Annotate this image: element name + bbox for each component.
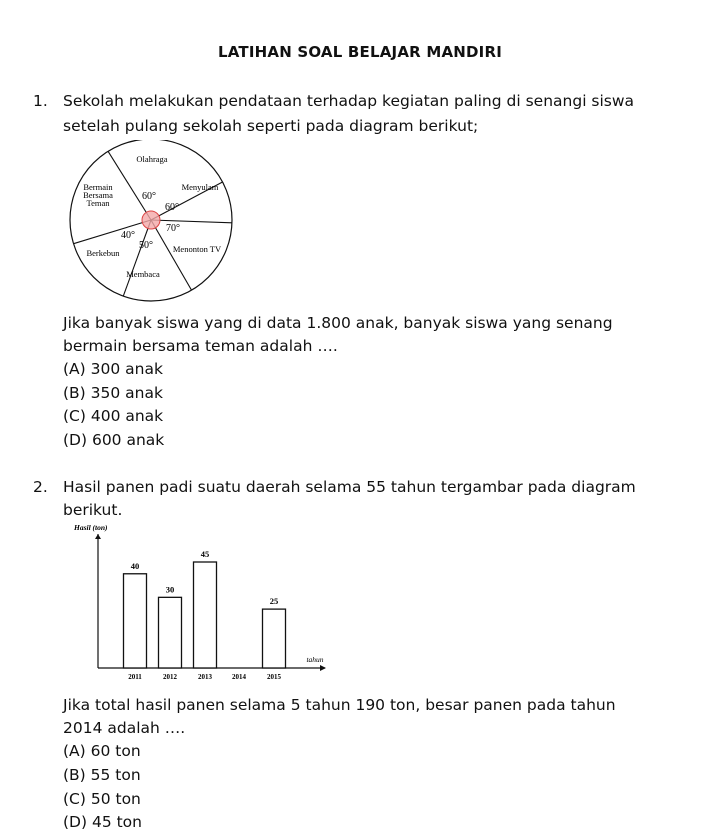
q2-question-line-2: 2014 adalah …. — [63, 719, 186, 737]
q2-number: 2. — [33, 478, 48, 496]
bar-chart — [70, 522, 350, 682]
pie-angle-label: 40° — [121, 230, 135, 241]
bar-value-label: 45 — [200, 549, 210, 559]
q1-option-d[interactable]: (D) 600 anak — [63, 431, 165, 449]
pie-slice-label: Teman — [86, 198, 110, 208]
x-tick-label: 2015 — [267, 673, 281, 681]
pie-slice-label: Bermain — [83, 182, 113, 192]
bar — [194, 562, 217, 668]
page-title: LATIHAN SOAL BELAJAR MANDIRI — [218, 43, 502, 61]
pie-angle-marker — [142, 211, 160, 229]
q2-option-d[interactable]: (D) 45 ton — [63, 813, 142, 831]
pie-angle-label: 70° — [166, 223, 180, 234]
pie-angle-label: 60° — [165, 202, 179, 213]
pie-slice-label: Olahraga — [136, 154, 168, 164]
q2-stem-line-1: Hasil panen padi suatu daerah selama 55 tahun tergambar pada diagram — [63, 478, 636, 496]
pie-slice-label: Berkebun — [86, 248, 120, 258]
pie-slice-boundary — [151, 220, 232, 223]
q2-option-c[interactable]: (C) 50 ton — [63, 790, 141, 808]
x-axis-arrow — [320, 665, 326, 671]
x-tick-label: 2012 — [163, 673, 177, 681]
pie-angle-label: 60° — [142, 191, 156, 202]
bar — [159, 597, 182, 668]
q1-stem-line-2: setelah pulang sekolah seperti pada diagram berikut; — [63, 117, 479, 135]
x-tick-label: 2011 — [128, 673, 142, 681]
q2-stem-line-2: berikut. — [63, 501, 123, 519]
pie-slice-label: Menyulam — [181, 182, 219, 192]
bar-value-label: 40 — [130, 560, 140, 571]
q1-question-line-1: Jika banyak siswa yang di data 1.800 anak, banyak siswa yang senang — [63, 314, 613, 332]
q1-stem-line-1: Sekolah melakukan pendataan terhadap kegiatan paling di senangi siswa — [63, 92, 635, 110]
q1-option-c[interactable]: (C) 400 anak — [63, 407, 164, 425]
bar-value-label: 30 — [165, 584, 175, 595]
x-axis-label: tahun — [306, 655, 324, 664]
x-tick-label: 2013 — [198, 673, 212, 681]
q1-option-a[interactable]: (A) 300 anak — [63, 360, 163, 378]
bar — [263, 609, 286, 668]
q1-option-b[interactable]: (B) 350 anak — [63, 384, 163, 402]
q2-question-line-1: Jika total hasil panen selama 5 tahun 190 ton, besar panen pada tahun — [63, 696, 616, 714]
q1-question-line-2: bermain bersama teman adalah …. — [63, 337, 338, 355]
x-tick-label: 2014 — [232, 673, 246, 681]
pie-slice-label: Bersama — [83, 190, 113, 200]
q2-option-b[interactable]: (B) 55 ton — [63, 766, 141, 784]
pie-chart — [65, 140, 235, 302]
pie-slice-label: Membaca — [126, 269, 160, 279]
q1-number: 1. — [33, 92, 48, 110]
bar — [124, 574, 147, 668]
y-axis-label: Hasil (ton) — [74, 523, 108, 532]
pie-slice-label: Menonton TV — [172, 244, 222, 254]
y-axis-arrow — [95, 534, 101, 539]
q2-option-a[interactable]: (A) 60 ton — [63, 742, 141, 760]
pie-angle-label: 50° — [139, 240, 153, 251]
bar-value-label: 25 — [269, 596, 279, 607]
